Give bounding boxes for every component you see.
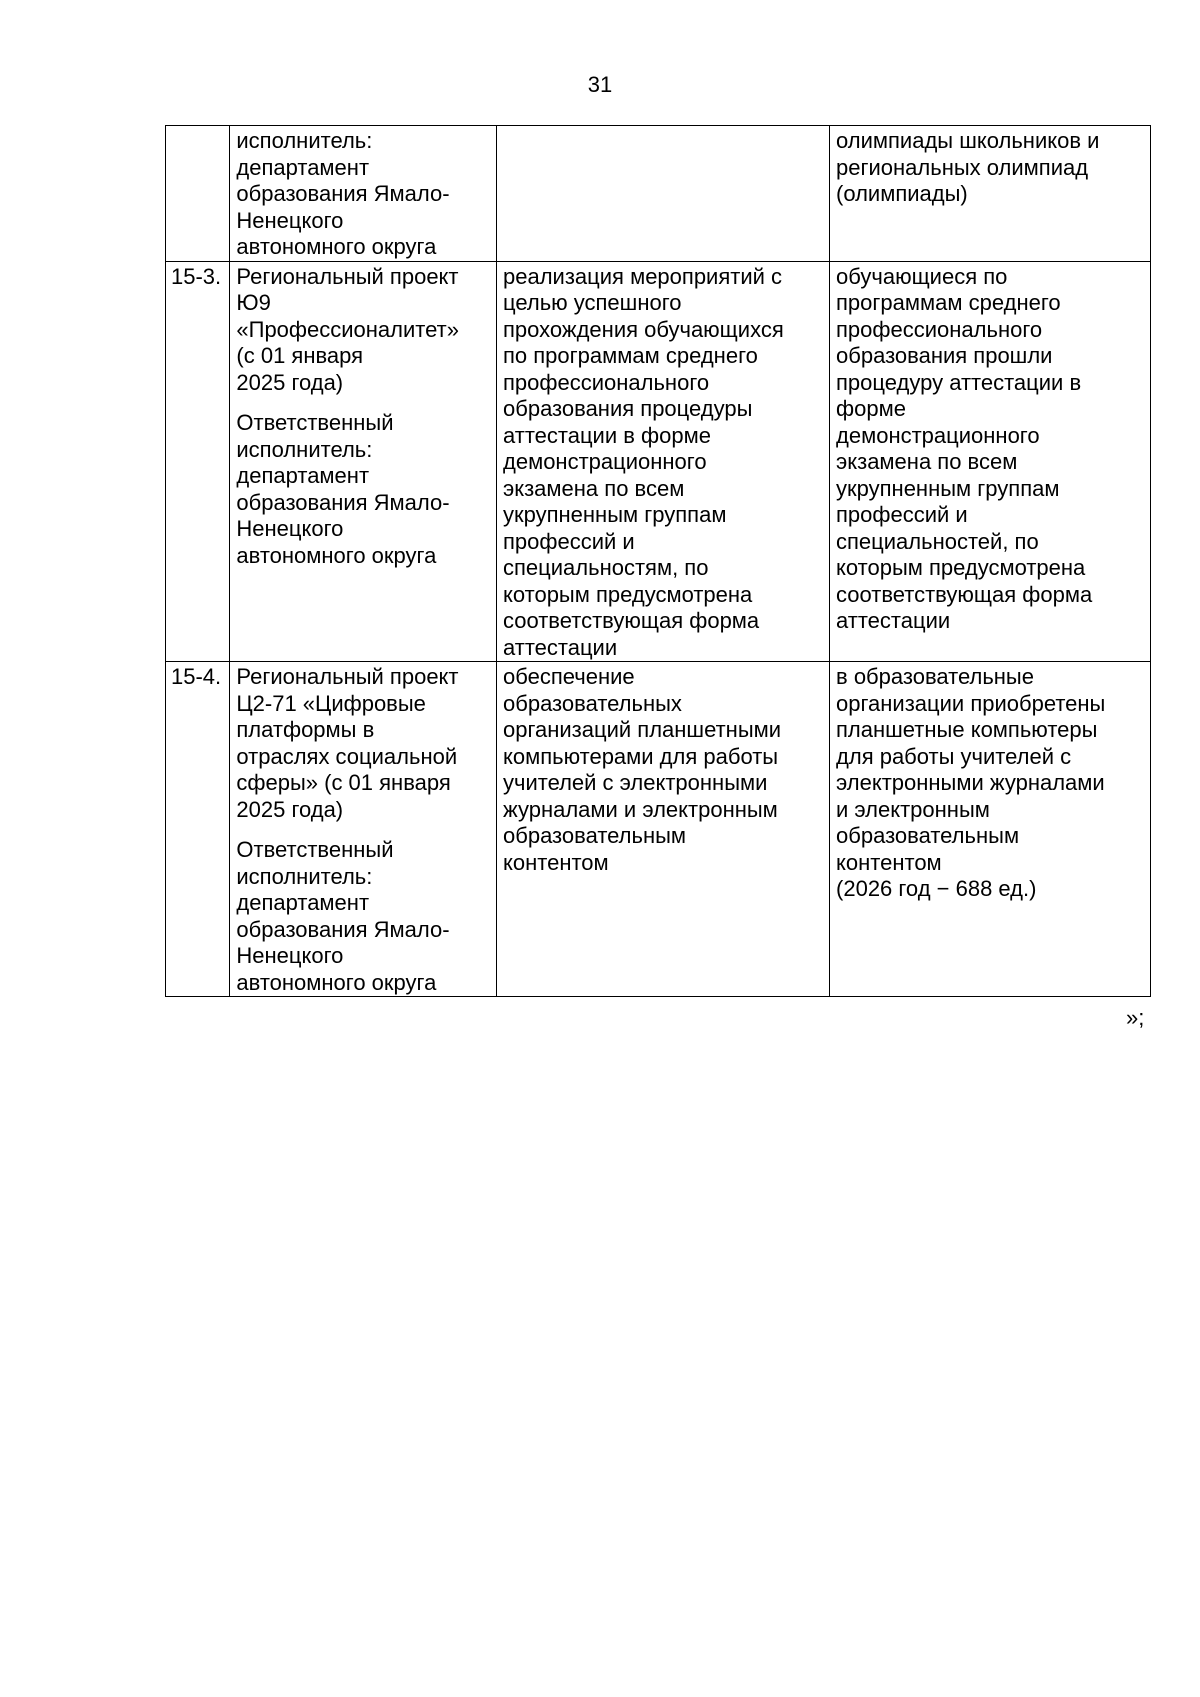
project-cell xyxy=(230,662,497,997)
task-cell: реализация мероприятий с целью успешного прохождения обучающихся по программам среднего профессионального образования процедуры аттестации в форме демонстрационного экзамена по всем укрупненным группам профессий и специальностям, по которым предусмотрена соответствующая форма аттестации xyxy=(497,261,830,662)
result-cell: в образовательные организации приобретены планшетные компьютеры для работы учителей с электронными журналами и электронным образовательным контентом (2026 год − 688 ед.) xyxy=(830,662,1151,997)
task-cell xyxy=(497,126,830,262)
row-number: 15-4. xyxy=(166,662,230,997)
responsible-text: исполнитель: департамент образования Ямало- Ненецкого автономного округа xyxy=(236,128,450,259)
result-cell: обучающиеся по программам среднего профессионального образования прошли процедуру аттестации в форме демонстрационного экзамена по всем укрупненным группам профессий и специальностей, по которым предусмотрена соответствующая форма аттестации xyxy=(830,261,1151,662)
page-number: 31 xyxy=(587,72,613,97)
responsible-text: Ответственный исполнитель: департамент образования Ямало- Ненецкого автономного округа xyxy=(236,837,450,995)
table-row xyxy=(166,662,1151,997)
task-cell: обеспечение образовательных организаций планшетными компьютерами для работы учителей с электронными журналами и электронным образовательным контентом xyxy=(497,662,830,997)
project-text: Региональный проект Ю9 «Профессионалитет» (с 01 января 2025 года) xyxy=(236,263,459,395)
table-row xyxy=(166,126,1151,262)
measures-table xyxy=(165,125,1151,997)
responsible-text: Ответственный исполнитель: департамент образования Ямало- Ненецкого автономного округа xyxy=(236,410,450,568)
result-cell: олимпиады школьников и региональных олимпиад (олимпиады) xyxy=(830,126,1151,262)
row-number xyxy=(166,126,230,262)
project-cell xyxy=(230,261,497,662)
row-number: 15-3. xyxy=(166,261,230,662)
project-text: Региональный проект Ц2-71 «Цифровые платформы в отраслях социальной сферы» (с 01 января 2025 года) xyxy=(236,664,459,822)
table-row xyxy=(166,261,1151,662)
closing-quote-mark: »; xyxy=(1126,1005,1145,1030)
project-cell xyxy=(230,126,497,262)
